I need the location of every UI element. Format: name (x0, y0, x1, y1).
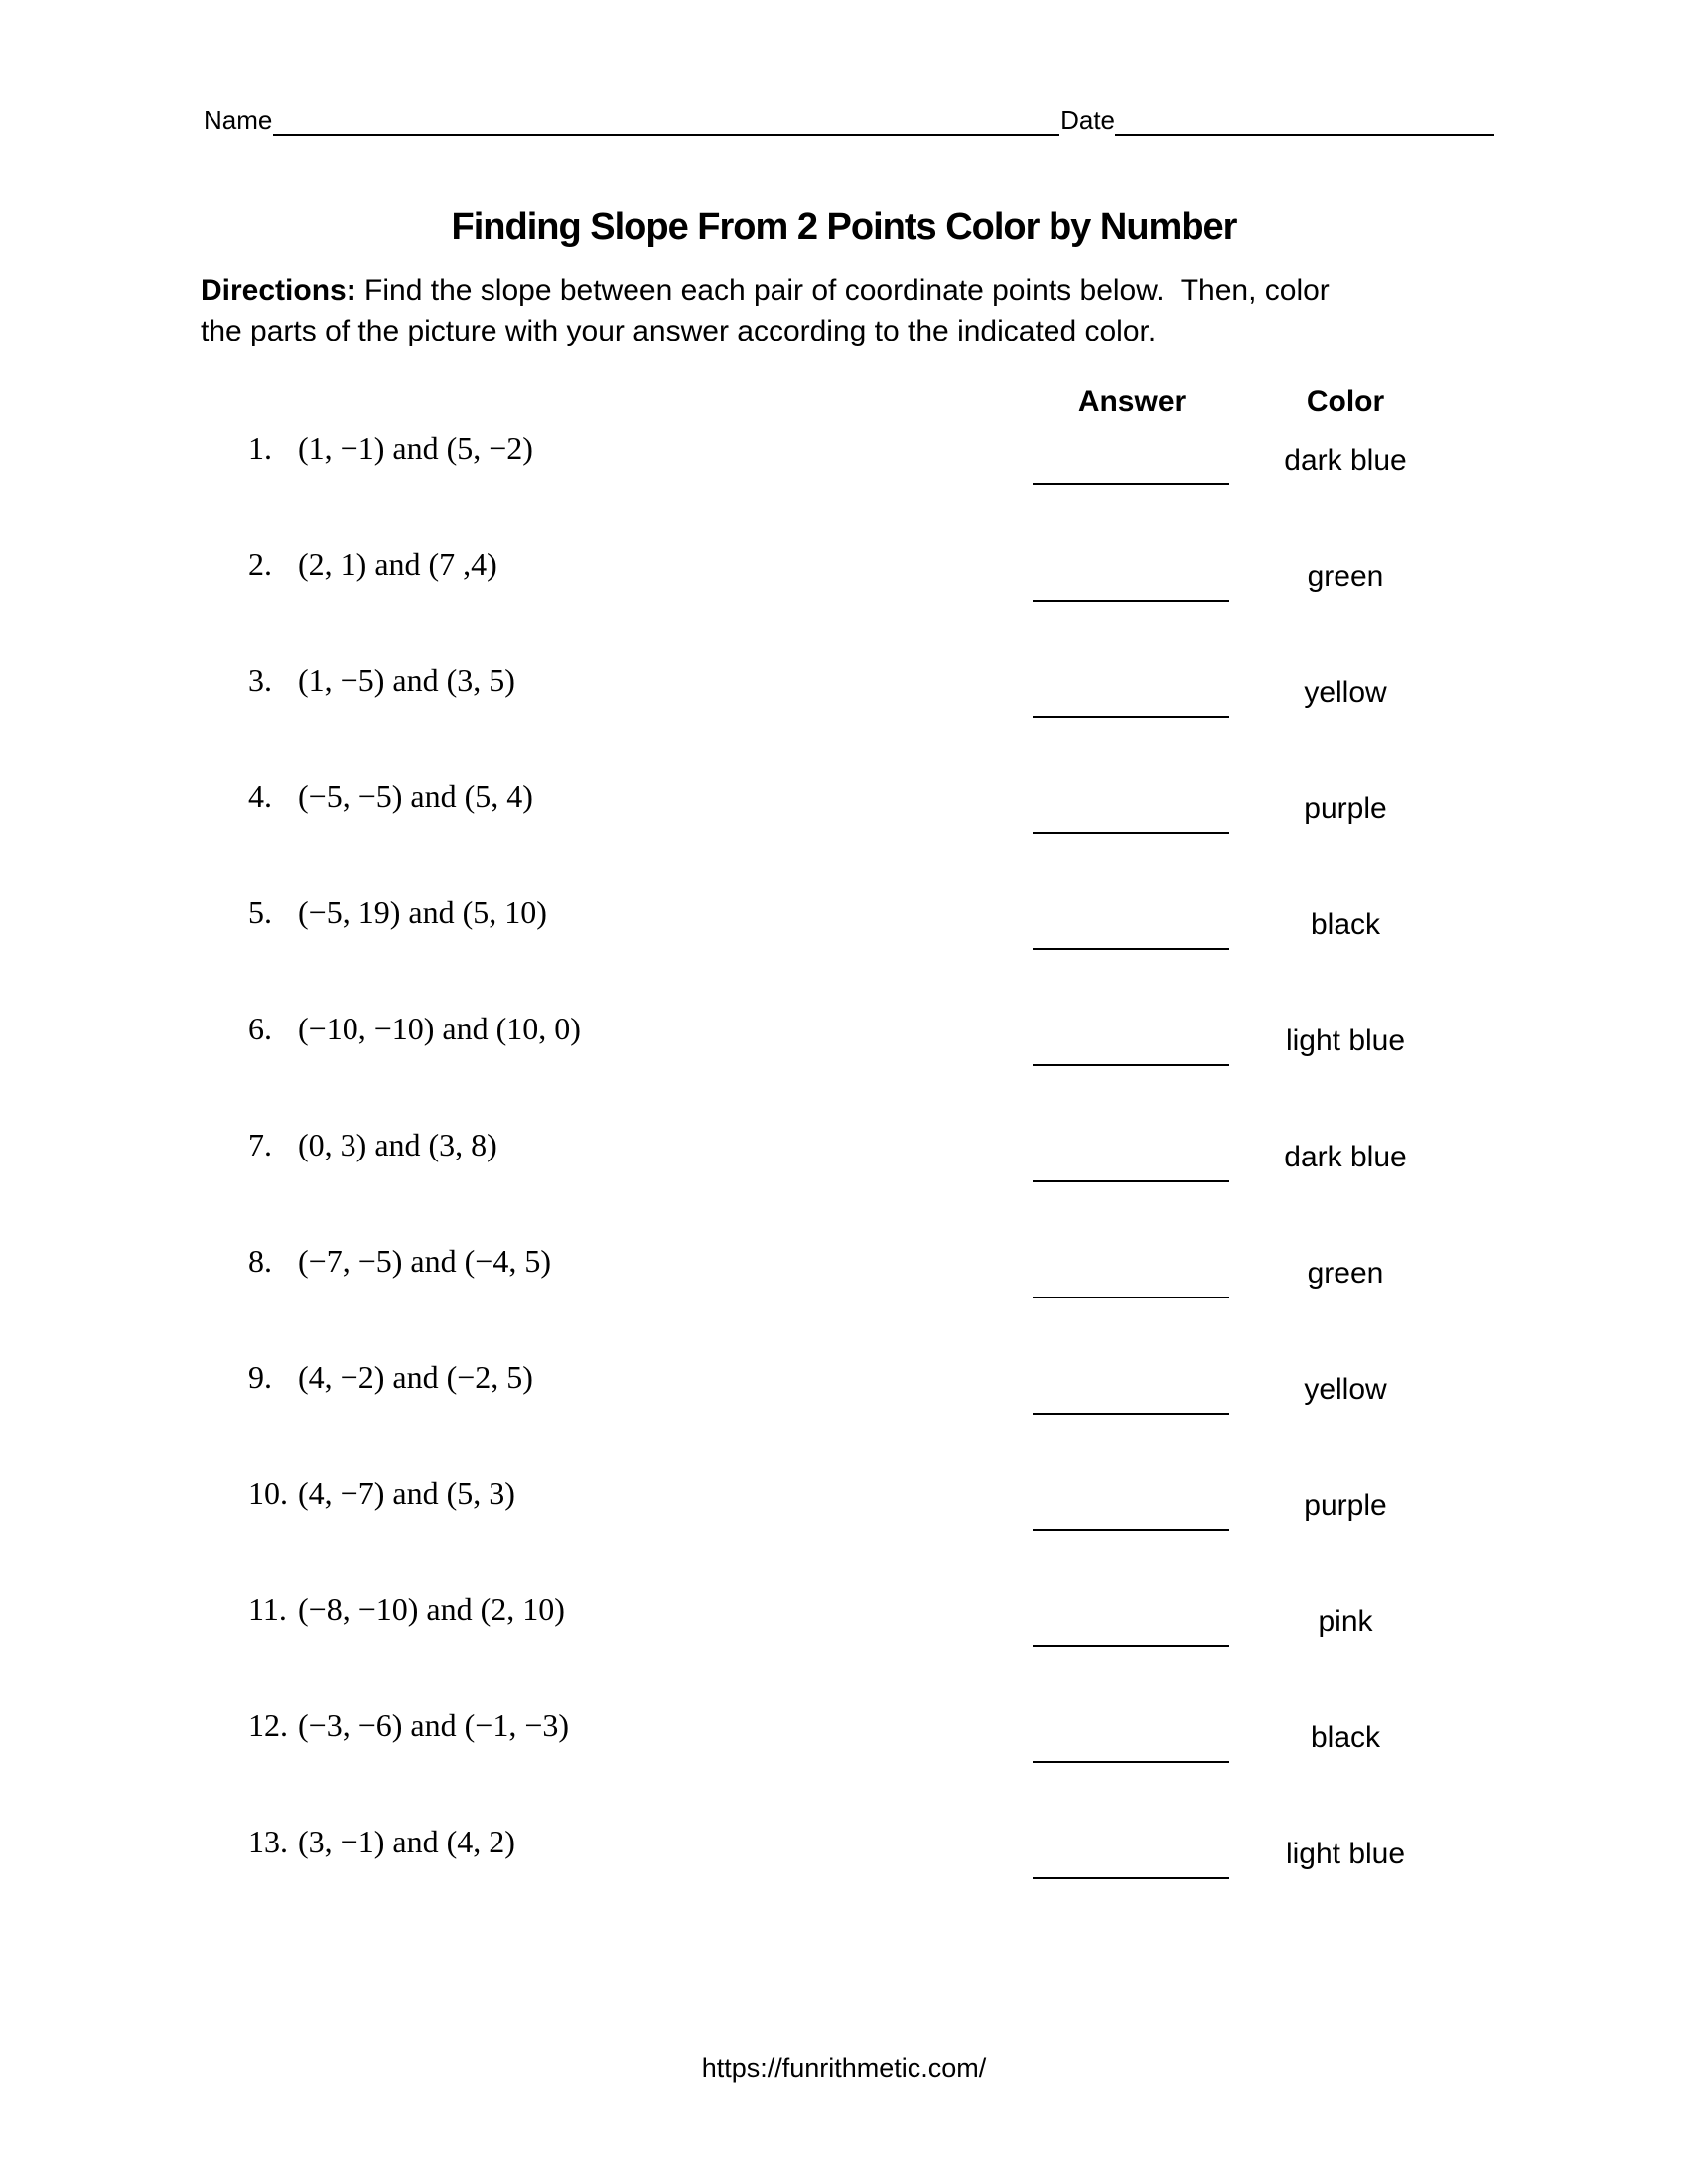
color-column-header: Color (1306, 385, 1385, 418)
answer-blank (1033, 460, 1229, 485)
color-label: pink (1318, 1605, 1373, 1638)
problem-number: 3. (248, 662, 272, 698)
color-label: black (1310, 1721, 1381, 1754)
problem-statement (248, 546, 497, 582)
answer-blank (1033, 1040, 1229, 1066)
answer-blank (1033, 1853, 1229, 1879)
problem-row (0, 430, 1688, 546)
problem-number: 8. (248, 1243, 272, 1279)
color-label: black (1310, 908, 1381, 941)
problem-statement (248, 894, 547, 930)
answer-blank (1033, 1157, 1229, 1182)
problem-points: (4, −2) and (−2, 5) (298, 1359, 533, 1395)
problem-statement (248, 1127, 497, 1162)
problem-row (0, 546, 1688, 662)
problem-row (0, 1824, 1688, 1940)
problem-row (0, 1359, 1688, 1475)
problem-points: (−5, 19) and (5, 10) (298, 894, 547, 930)
problem-points: (1, −1) and (5, −2) (298, 430, 533, 466)
answer-blank (1033, 1621, 1229, 1647)
problem-row (0, 1243, 1688, 1359)
problem-points: (−5, −5) and (5, 4) (298, 778, 533, 814)
directions-line2: the parts of the picture with your answer according to the indicated color. (201, 315, 1157, 347)
problem-points: (1, −5) and (3, 5) (298, 662, 515, 698)
color-label: light blue (1285, 1838, 1406, 1870)
answer-blank (1033, 924, 1229, 950)
name-date-row (204, 102, 1494, 136)
problem-number: 11. (248, 1591, 287, 1627)
footer-url[interactable]: https://funrithmetic.com/ (701, 2053, 987, 2083)
answer-blank (1033, 1505, 1229, 1531)
problem-row (0, 1707, 1688, 1824)
problem-statement (248, 1591, 565, 1627)
problem-statement (248, 1243, 551, 1279)
problem-statement (248, 1707, 569, 1743)
problem-row (0, 1127, 1688, 1243)
answer-blank (1033, 808, 1229, 834)
problem-points: (−10, −10) and (10, 0) (298, 1011, 581, 1046)
problem-statement (248, 1359, 533, 1395)
answer-column-header: Answer (1077, 385, 1187, 418)
problem-statement (248, 1475, 515, 1511)
answer-blank (1033, 692, 1229, 718)
problem-row (0, 894, 1688, 1011)
problem-row (0, 1591, 1688, 1707)
answer-blank (1033, 1737, 1229, 1763)
color-label: yellow (1304, 1373, 1387, 1406)
problem-points: (4, −7) and (5, 3) (298, 1475, 515, 1511)
color-label: purple (1304, 792, 1387, 825)
color-label: dark blue (1284, 444, 1407, 477)
problem-number: 4. (248, 778, 272, 814)
problem-points: (0, 3) and (3, 8) (298, 1127, 497, 1162)
problem-number: 1. (248, 430, 272, 466)
color-label: purple (1304, 1489, 1387, 1522)
page-title: Finding Slope From 2 Points Color by Number (451, 206, 1237, 248)
problem-statement (248, 662, 515, 698)
color-label: dark blue (1284, 1141, 1407, 1173)
problem-number: 10. (248, 1475, 288, 1511)
problem-statement (248, 1011, 581, 1046)
directions-label: Directions: (201, 274, 356, 307)
problem-number: 13. (248, 1824, 288, 1859)
problem-row (0, 778, 1688, 894)
directions-line1: Find the slope between each pair of coordinate points below. Then, color (364, 274, 1330, 307)
problem-number: 6. (248, 1011, 272, 1046)
color-label: green (1307, 560, 1384, 593)
name-blank-line (273, 102, 1059, 136)
problem-points: (−7, −5) and (−4, 5) (298, 1243, 551, 1279)
problem-points: (3, −1) and (4, 2) (298, 1824, 515, 1859)
problem-number: 2. (248, 546, 272, 582)
answer-blank (1033, 1273, 1229, 1298)
color-label: light blue (1285, 1024, 1406, 1057)
problem-row (0, 662, 1688, 778)
date-label: Date (1060, 105, 1115, 135)
problem-points: (2, 1) and (7 ,4) (298, 546, 497, 582)
problem-statement (248, 778, 533, 814)
problem-row (0, 1475, 1688, 1591)
answer-blank (1033, 1389, 1229, 1415)
directions (201, 270, 1511, 351)
problem-statement (248, 1824, 515, 1859)
color-label: yellow (1304, 676, 1387, 709)
name-label: Name (204, 105, 273, 135)
color-label: green (1307, 1257, 1384, 1290)
problem-number: 5. (248, 894, 272, 930)
answer-blank (1033, 576, 1229, 602)
problem-points: (−8, −10) and (2, 10) (298, 1591, 565, 1627)
problem-points: (−3, −6) and (−1, −3) (298, 1707, 570, 1743)
problem-number: 7. (248, 1127, 272, 1162)
problem-number: 9. (248, 1359, 272, 1395)
date-blank-line (1115, 102, 1494, 136)
problem-number: 12. (248, 1707, 288, 1743)
problem-statement (248, 430, 533, 466)
problem-row (0, 1011, 1688, 1127)
